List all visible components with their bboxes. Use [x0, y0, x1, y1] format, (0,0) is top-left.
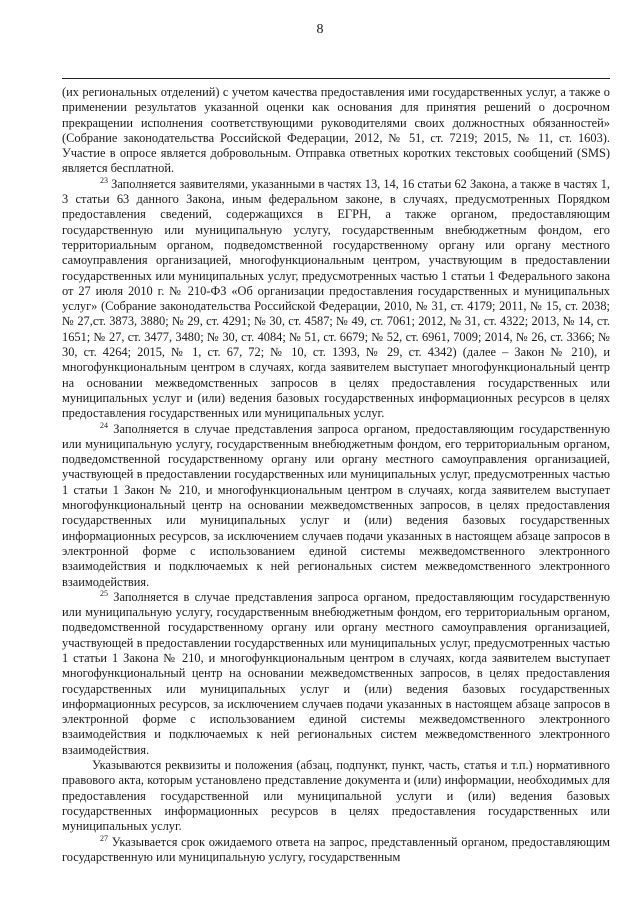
footnote-text: Указывается срок ожидаемого ответа на запрос, представленный органом, предоставляющим государственную или муниципальную услугу, государственным: [62, 834, 610, 864]
footnote-continuation: [62, 85, 610, 177]
footnote-text: (их региональных отделений) с учетом качества предоставления ими государственных услуг, а также о применении результатов указанной оценки как основания для принятия решений о досрочном прекращении исполнения соответствующими руководителями своих должностных обязанностей» (Собрание законодательства Российской Федерации, 2012, № 51, ст. 7219; 2015, № 11, ст. 1603). Участие в опросе является добровольным. Отправка ответных коротких текстовых сообщений (SMS) является бесплатной.: [62, 85, 610, 176]
page-number: 8: [316, 22, 324, 37]
footnote-separator: [62, 78, 610, 79]
footnote-marker: 23: [100, 175, 108, 185]
footnote-text: Заполняется в случае представления запроса органом, предоставляющим государственную или муниципальную услугу, государственным внебюджетным фондом, его территориальным органом, подведомственной государственному органу или органу местного самоуправления организацией, участвующей в предоставлении государственных или муниципальных услуг, предусмотренных частью 1 статьи 1 Закона № 210, и многофункциональным центром в случаях, когда заявителем выступает многофункциональный центр на основании межведомственных запросов, в целях предоставления государственных или муниципальных услуг и (или) ведения базовых государственных информационных ресурсов, за исключением случаев подачи указанных в настоящем абзаце запросов в электронной форме с использованием единой системы межведомственного электронного взаимодействия и подключаемых к ней региональных систем межведомственного электронного взаимодействия.: [62, 589, 610, 757]
footnote-marker: 25: [100, 588, 108, 598]
footnote-marker: 24: [100, 420, 108, 430]
footnote-23: [62, 177, 610, 422]
footnote-marker: 27: [100, 833, 108, 843]
footnote-text: Заполняется в случае представления запроса органом, предоставляющим государственную или муниципальную услугу, государственным внебюджетным фондом, его территориальным органом, подведомственной государственному органу или органу местного самоуправления организацией, участвующей в предоставлении государственных или муниципальных услуг, предусмотренных частью 1 статьи 1 Закон № 210, и многофункциональным центром в случаях, когда заявителем выступает многофункциональный центр на основании межведомственных запросов, в целях предоставления государственных или муниципальных услуг и (или) ведения базовых государственных информационных ресурсов, за исключением случаев подачи указанных в настоящем абзаце запросов в электронной форме с использованием единой системы межведомственного электронного взаимодействия и подключаемых к ней региональных систем межведомственного электронного взаимодействия.: [62, 421, 610, 589]
footnote-25: [62, 590, 610, 758]
footnote-24: [62, 422, 610, 590]
footnotes-body: [62, 85, 610, 865]
footnote-26: [62, 758, 610, 834]
footnote-27: [62, 835, 610, 866]
footnote-text: Указываются реквизиты и положения (абзац, подпункт, пункт, часть, статья и т.п.) нормативного правового акта, которым установлено представление документа и (или) информации, необходимых для предоставления государственной или муниципальной услуги и (или) ведения базовых государственных информационных ресурсов в целях предоставления государственных или муниципальных услуг.: [62, 758, 610, 834]
footnote-text: Заполняется заявителями, указанными в частях 13, 14, 16 статьи 62 Закона, а также в частях 1, 3 статьи 63 данного Закона, иным федеральном законе, в случаях, предусмотренных Порядком предоставления сведений, содержащихся в ЕГРН, а также органом, предоставляющим государственную или муниципальную услугу, государственным внебюджетным фондом, его территориальным органом, подведомственной государственному органу или органу местного самоуправления организацией, многофункциональным центром, участвующим в предоставлении государственных или муниципальных услуг, предусмотренных частью 1 статьи 1 Федерального закона от 27 июля 2010 г. № 210-ФЗ «Об организации предоставления государственных и муниципальных услуг» (Собрание законодательства Российской Федерации, 2010, № 31, ст. 4179; 2011, № 15, ст. 2038; № 27,ст. 3873, 3880; № 29, ст. 4291; № 30, ст. 4587; № 49, ст. 7061; 2012, № 31, ст. 4322; 2013, № 14, ст. 1651; № 27, ст. 3477, 3480; № 30, ст. 4084; № 51, ст. 6679; № 52, ст. 6961, 7009; 2014, № 26, ст. 3366; № 30, ст. 4264; 2015, № 1, ст. 67, 72; № 10, ст. 1393, № 29, ст. 4342) (далее – Закон № 210), и многофункциональным центром в случаях, когда заявителем выступает многофункциональный центр на основании межведомственных запросов в целях предоставления государственных или муниципальных услуг и (или) ведения базовых государственных информационных ресурсов в целях предоставления государственных или муниципальных услуг.: [62, 176, 610, 421]
